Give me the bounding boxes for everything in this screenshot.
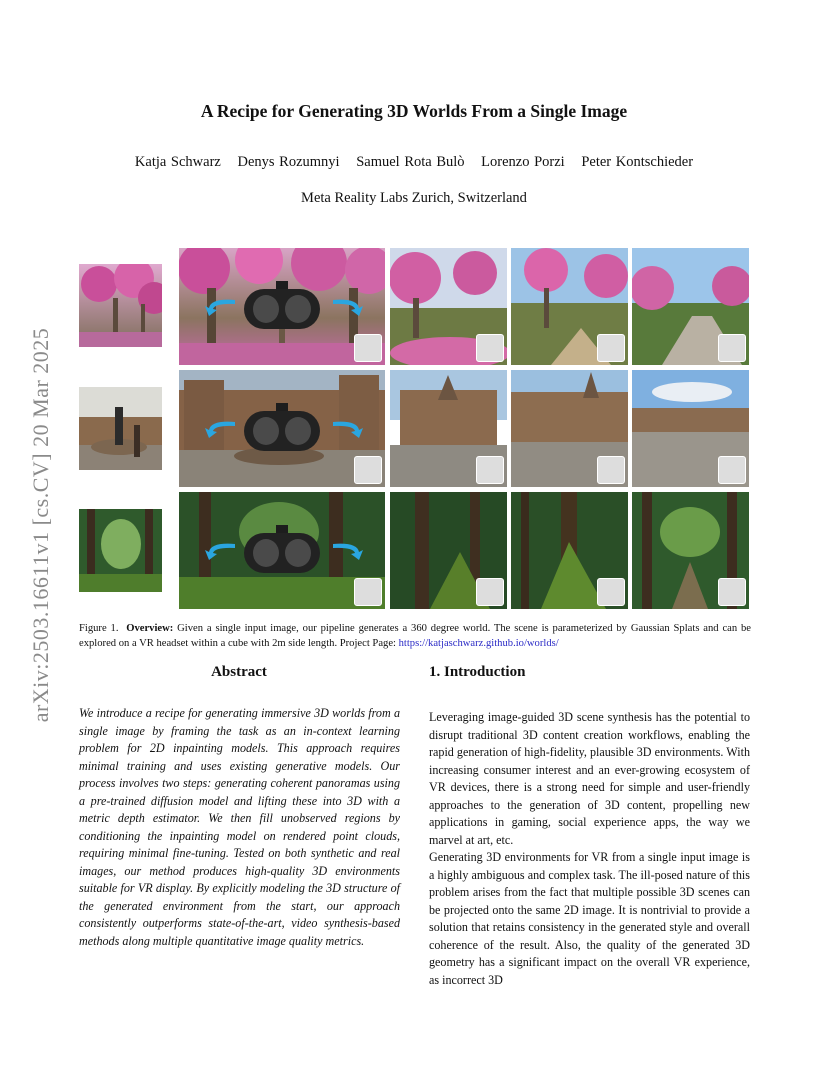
arxiv-id: arXiv:2503.16611v1 [cs.CV] 20 Mar 2025 xyxy=(28,327,53,723)
input-image-blossom xyxy=(79,264,162,347)
figure-caption xyxy=(79,621,751,651)
vr-headset-icon xyxy=(476,334,504,362)
caption-label: Figure 1. xyxy=(79,623,119,634)
affiliation: Meta Reality Labs Zurich, Switzerland xyxy=(301,190,527,206)
intro-paragraph: Generating 3D environments for VR from a single input image is a highly ambiguous and complex task. The ill-posed nature of this problem arises from the fact that multiple possible 3D scenes can be projected onto the same 2D image. It is nontrivial to provide a solution that retains consistency in the generated style and overall coherence of the result. Also, the quality of the generated 3D geometry has a significant impact on the overall VR experience, as incorrect 3D xyxy=(429,850,750,987)
author: Katja Schwarz xyxy=(134,154,221,170)
intro-paragraph: Leveraging image-guided 3D scene synthesis has the potential to disrupt traditional 3D content creation workflows, enabling the rapid generation of high-fidelity, plausible 3D environments. With increasing consumer interest and an ever-growing ecosystem of VR devices, there is a strong need for simple and user-friendly approaches to the generation of 3D content, propelling new applications in gaming, social experience apps, the way we marvel at art, etc. xyxy=(429,710,750,847)
vr-headset-icon xyxy=(718,334,746,362)
view-plaza-3 xyxy=(632,370,749,487)
vr-headset-icon xyxy=(718,578,746,606)
caption-bold: Overview: xyxy=(126,623,174,634)
vr-headset-icon xyxy=(354,456,382,484)
view-jungle-2 xyxy=(511,492,628,609)
intro-body xyxy=(429,709,750,989)
project-page-link[interactable]: https://katjaschwarz.github.io/worlds/ xyxy=(398,638,559,649)
view-jungle-1 xyxy=(390,492,507,609)
view-blossom-1 xyxy=(390,248,507,365)
abstract-text: We introduce a recipe for generating immersive 3D worlds from a single image by framing the task as an in-context learning problem for 2D inpainting models. This approach requires minimal training and uses existing generative models. Our process involves two steps: generating coherent panoramas using a pre-trained diffusion model and lifting these into 3D with a metric depth estimator. We then fill unobserved regions by conditioning the inpainting model on rendered point clouds, requiring minimal fine-tuning. Tested on both synthetic and real images, our method produces high-quality 3D environments suitable for VR display. By explicitly modeling the 3D structure of the generated environment from the start, our approach consistently outperforms state-of-the-art, video synthesis-based methods along multiple quantitative image quality metrics. xyxy=(79,706,400,948)
paper-title: A Recipe for Generating 3D Worlds From a Single Image xyxy=(200,101,628,121)
input-image-plaza xyxy=(79,387,162,470)
vr-headset-icon xyxy=(354,334,382,362)
caption-text: Given a single input image, our pipeline generates a 360 degree world. The scene is parameterized by Gaussian Splats and can be explored on a VR headset within a cube with 2m side length. Project Page: xyxy=(79,623,752,649)
panorama-plaza xyxy=(179,370,385,487)
author: Peter Kontschieder xyxy=(581,154,694,170)
vr-headset-icon xyxy=(476,578,504,606)
view-jungle-3 xyxy=(632,492,749,609)
panorama-blossom xyxy=(179,248,385,365)
vr-headset-icon xyxy=(476,456,504,484)
view-plaza-2 xyxy=(511,370,628,487)
intro-heading: 1. Introduction xyxy=(429,664,526,680)
abstract-heading: Abstract xyxy=(211,664,267,680)
panorama-jungle xyxy=(179,492,385,609)
view-blossom-2 xyxy=(511,248,628,365)
view-blossom-3 xyxy=(632,248,749,365)
author: Denys Rozumnyi xyxy=(237,154,340,170)
view-plaza-1 xyxy=(390,370,507,487)
vr-headset-icon xyxy=(354,578,382,606)
input-image-jungle xyxy=(79,509,162,592)
vr-headset-icon xyxy=(718,456,746,484)
vr-headset-icon xyxy=(597,334,625,362)
author: Samuel Rota Bulò xyxy=(356,154,465,170)
vr-headset-icon xyxy=(597,578,625,606)
vr-headset-icon xyxy=(597,456,625,484)
author: Lorenzo Porzi xyxy=(481,154,565,170)
